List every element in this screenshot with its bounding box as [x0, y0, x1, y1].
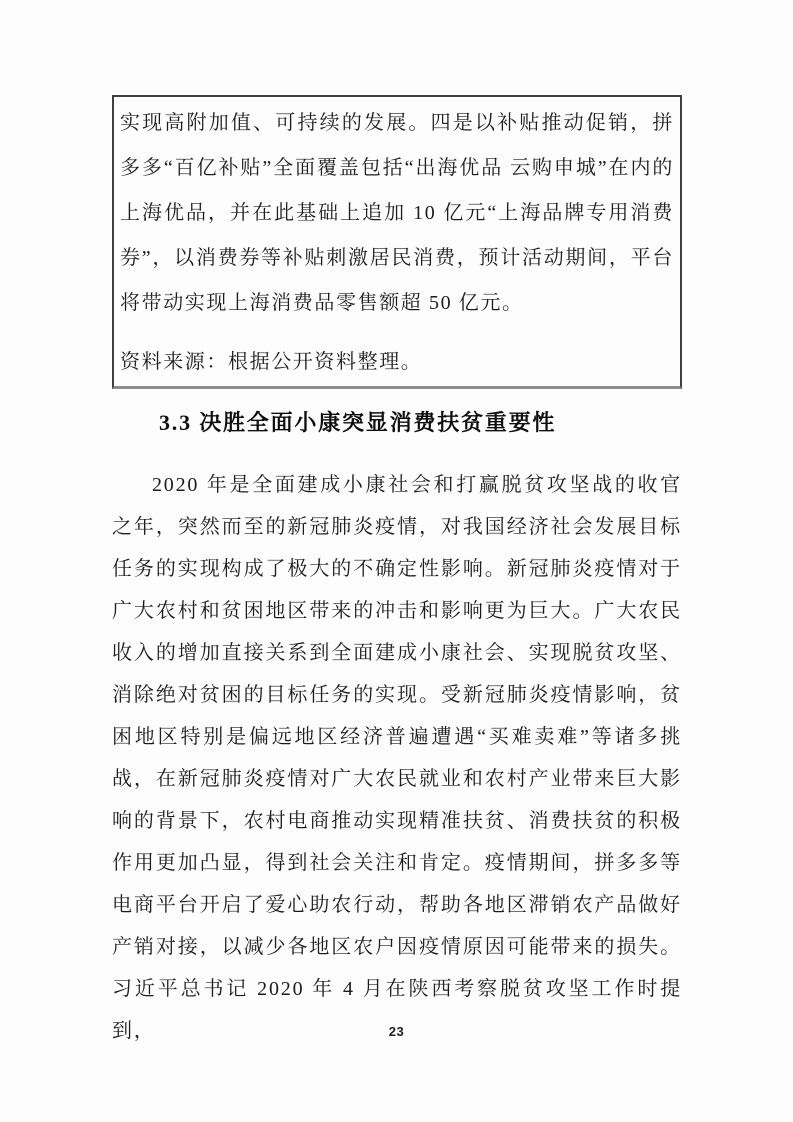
- body-paragraph: 2020 年是全面建成小康社会和打赢脱贫攻坚战的收官之年，突然而至的新冠肺炎疫情，对我国经济社会发展目标任务的实现构成了极大的不确定性影响。新冠肺炎疫情对于广大农村和贫困地区带来的冲击和影响更为巨大。广大农民收入的增加直接关系到全面建成小康社会、实现脱贫攻坚、消除绝对贫困的目标任务的实现。受新冠肺炎疫情影响，贫困地区特别是偏远地区经济普遍遭遇“买难卖难”等诸多挑战，在新冠肺炎疫情对广大农民就业和农村产业带来巨大影响的背景下，农村电商推动实现精准扶贫、消费扶贫的积极作用更加凸显，得到社会关注和肯定。疫情期间，拼多多等电商平台开启了爱心助农行动，帮助各地区滞销农产品做好产销对接，以减少各地区农户因疫情原因可能带来的损失。习近平总书记 2020 年 4 月在陕西考察脱贫攻坚工作时提到，: [112, 474, 682, 1042]
- source-text-box: [112, 95, 682, 389]
- source-note: 资料来源：根据公开资料整理。: [120, 351, 423, 373]
- section-heading: 3.3 决胜全面小康突显消费扶贫重要性: [159, 410, 557, 435]
- box-paragraph: 实现高附加值、可持续的发展。四是以补贴推动促销，拼多多“百亿补贴”全面覆盖包括“出海优品 云购申城”在内的上海优品，并在此基础上追加 10 亿元“上海品牌专用消费券”，以消费券等补贴刺激居民消费，预计活动期间，平台将带动实现上海消费品零售额超 50 亿元。: [120, 112, 674, 314]
- page-number: 23: [388, 1024, 405, 1039]
